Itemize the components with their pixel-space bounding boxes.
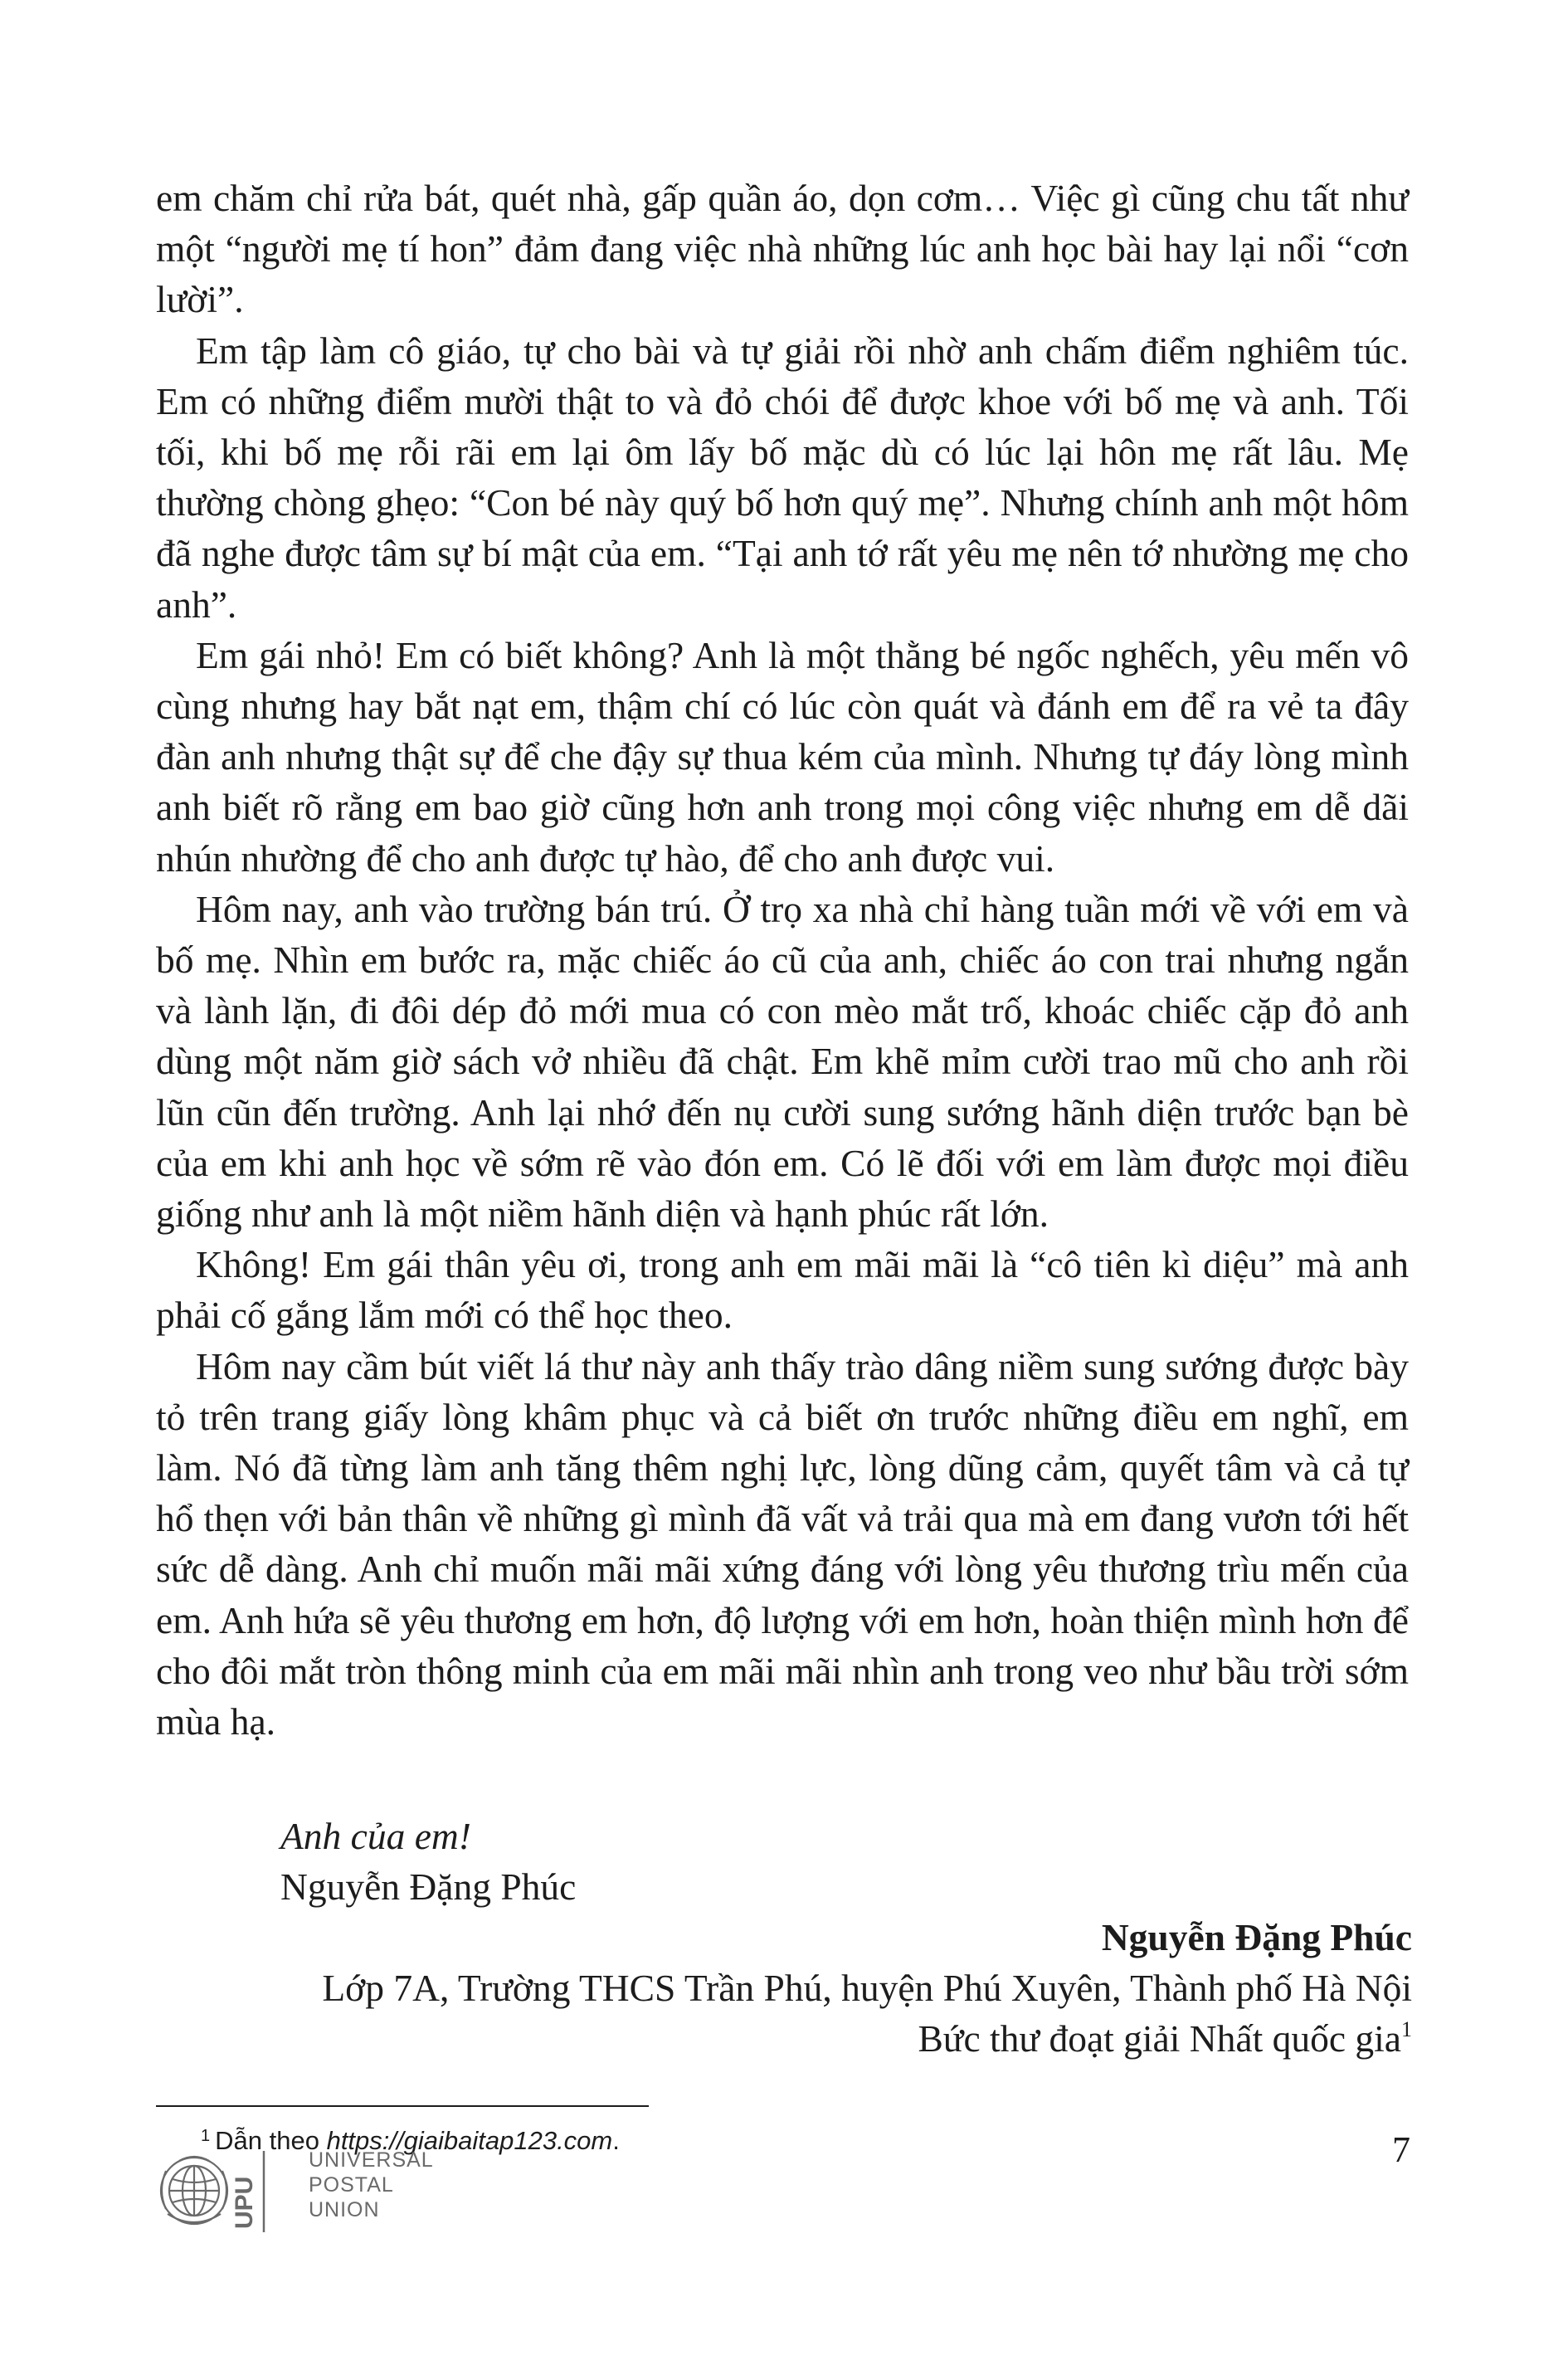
footnote-divider: [156, 2105, 649, 2107]
paragraph: Em gái nhỏ! Em có biết không? Anh là một thằng bé ngốc nghếch, yêu mến vô cùng nhưng hay bắt nạt em, thậm chí có lúc còn quát và đánh em để ra vẻ ta đây đàn anh nhưng thật sự để che đậy sự thua kém của mình. Nhưng tự đáy lòng mình anh biết rõ rằng em bao giờ cũng hơn anh trong mọi công việc nhưng em dễ dãi nhún nhường để cho anh được tự hào, để cho anh được vui.: [156, 633, 1409, 880]
letter-closing: [280, 1811, 576, 1912]
footnote-prefix: Dẫn theo: [215, 2126, 319, 2155]
paragraph: Không! Em gái thân yêu ơi, trong anh em mãi mãi là “cô tiên kì diệu” mà anh phải cố gắng lắm mới có thể học theo.: [156, 1243, 1409, 1337]
footnote-reference: 1: [1401, 2017, 1412, 2042]
footnote-number: 1: [201, 2127, 211, 2145]
upu-acronym-vertical: [231, 2177, 258, 2229]
author-byline: [168, 1912, 1412, 2065]
footnote-suffix: .: [612, 2126, 620, 2155]
author-affiliation: Lớp 7A, Trường THCS Trần Phú, huyện Phú Xuyên, Thành phố Hà Nội: [322, 1967, 1412, 2010]
upu-acronym: UPU: [231, 2176, 258, 2229]
paragraph: Hôm nay, anh vào trường bán trú. Ở trọ xa nhà chỉ hàng tuần mới về với em và bố mẹ. Nhìn em bước ra, mặc chiếc áo cũ của anh, chiếc áo con trai nhưng ngắn và lành lặn, đi đôi dép đỏ mới mua có con mèo mắt trố, khoác chiếc cặp đỏ anh dùng một năm giờ sách vở nhiều đã chật. Em khẽ mỉm cười trao mũ cho anh rồi lũn cũn đến trường. Anh lại nhớ đến nụ cười sung sướng hãnh diện trước bạn bè của em khi anh học về sớm rẽ vào đón em. Có lẽ đối với em làm được mọi điều giống như anh là một niềm hãnh diện và hạnh phúc rất lớn.: [156, 887, 1409, 1236]
paragraph: Hôm nay cầm bút viết lá thư này anh thấy trào dâng niềm sung sướng được bày tỏ trên trang giấy lòng khâm phục và cả biết ơn trước những điều em nghĩ, em làm. Nó đã từng làm anh tăng thêm nghị lực, lòng dũng cảm, quyết tâm và cả tự hổ thẹn với bản thân về những gì mình đã vất vả trải qua mà em đang vươn tới hết sức dễ dàng. Anh chỉ muốn mãi mãi xứng đáng với lòng yêu thương trìu mến của em. Anh hứa sẽ yêu thương em hơn, độ lượng với em hơn, hoàn thiện mình hơn để cho đôi mắt tròn thông minh của em mãi mãi nhìn anh trong veo như bầu trời sớm mùa hạ.: [156, 1344, 1409, 1743]
author-name: Nguyễn Đặng Phúc: [1101, 1916, 1412, 1958]
upu-line-3: UNION: [309, 2198, 380, 2221]
upu-globe-emblem-icon: [161, 2157, 227, 2224]
closing-salutation: Anh của em!: [280, 1815, 471, 1857]
award-text: Bức thư đoạt giải Nhất quốc gia: [918, 2017, 1401, 2060]
letter-body: [156, 173, 1409, 1747]
footnote-url: https://giaibaitap123.com: [326, 2126, 613, 2155]
award-note: [168, 2013, 1412, 2064]
paragraph: em chăm chỉ rửa bát, quét nhà, gấp quần áo, dọn cơm… Việc gì cũng chu tất như một “người mẹ tí hon” đảm đang việc nhà những lúc anh học bài hay lại nổi “cơn lười”.: [156, 177, 1409, 321]
upu-line-2: POSTAL: [309, 2173, 394, 2197]
upu-wordmark: [309, 2148, 434, 2222]
page-number: 7: [1392, 2129, 1410, 2170]
paragraph: Em tập làm cô giáo, tự cho bài và tự giải rồi nhờ anh chấm điểm nghiêm túc. Em có những điểm mười thật to và đỏ chói để được khoe với bố mẹ và anh. Tối tối, khi bố mẹ rỗi rãi em lại ôm lấy bố mặc dù có lúc lại hôn mẹ rất lâu. Mẹ thường chòng ghẹo: “Con bé này quý bố hơn quý mẹ”. Nhưng chính anh một hôm đã nghe được tâm sự bí mật của em. “Tại anh tớ rất yêu mẹ nên tớ nhường mẹ cho anh”.: [156, 329, 1409, 626]
closing-signature: Nguyễn Đặng Phúc: [280, 1865, 577, 1909]
upu-line-1: UNIVERSAL: [309, 2148, 434, 2172]
